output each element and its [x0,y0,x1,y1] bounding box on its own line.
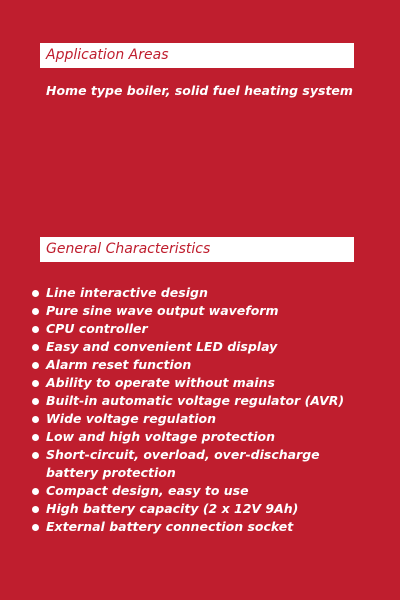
bullet-icon [32,362,39,369]
list-item-text: Alarm reset function [46,357,192,372]
characteristics-list [30,284,370,536]
list-item [30,284,370,302]
application-areas-header: Application Areas [40,43,354,68]
bullet-icon [32,398,39,405]
bullet-icon [32,434,39,441]
bullet-icon [32,290,39,297]
list-item-text: CPU controller [46,321,148,336]
list-item [30,392,370,410]
bullet-icon [32,506,39,513]
bullet-icon [32,344,39,351]
bullet-icon [32,452,39,459]
list-item-text: Compact design, easy to use [46,483,249,498]
list-item-text: External battery connection socket [46,519,294,534]
list-item-text: Short-circuit, overload, over-discharge battery protection [46,447,320,480]
list-item [30,500,370,518]
bullet-icon [32,524,39,531]
list-item-text: Built-in automatic voltage regulator (AVR) [46,393,345,408]
list-item [30,338,370,356]
general-characteristics-header: General Characteristics [40,237,354,262]
bullet-icon [32,380,39,387]
list-item-text: Line interactive design [46,285,208,300]
application-areas-text: Home type boiler, solid fuel heating system [46,83,353,98]
bullet-icon [32,308,39,315]
list-item-text: Low and high voltage protection [46,429,275,444]
list-item [30,482,370,500]
bullet-icon [32,488,39,495]
list-item-text: High battery capacity (2 x 12V 9Ah) [46,501,299,516]
list-item-text: Pure sine wave output waveform [46,303,279,318]
list-item [30,356,370,374]
list-item [30,320,370,338]
bullet-icon [32,326,39,333]
bullet-icon [32,416,39,423]
list-item [30,374,370,392]
list-item [30,518,370,536]
list-item-text: Wide voltage regulation [46,411,217,426]
list-item [30,410,370,428]
list-item [30,446,370,482]
list-item-text: Ability to operate without mains [46,375,275,390]
list-item [30,428,370,446]
list-item-text: Easy and convenient LED display [46,339,278,354]
list-item [30,302,370,320]
